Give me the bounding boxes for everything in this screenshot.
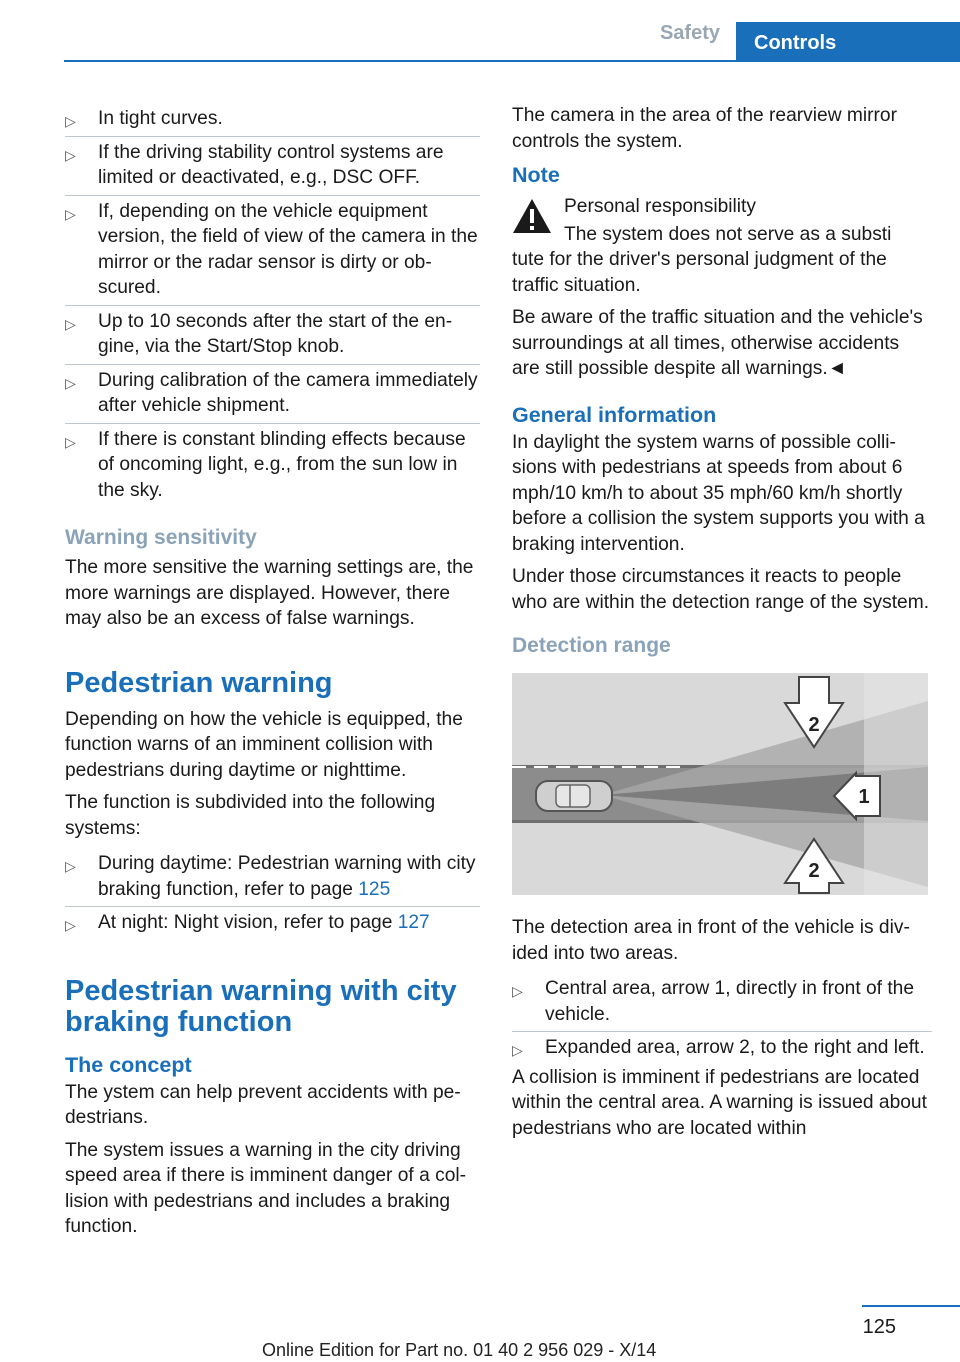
note-heading: Note: [512, 163, 560, 187]
list-item: ▷ If there is constant blinding effects because of oncoming light, e.g., from the sun low in the sky.: [65, 428, 466, 501]
edition-footer: Online Edition for Part no. 01 40 2 956 029 - X/14: [262, 1340, 657, 1360]
list-item: ▷ During calibration of the camera immediately after vehicle shipment.: [65, 365, 480, 424]
arrow-2-top-label: 2: [808, 714, 820, 736]
list-item: ▷ At night: Night vision, refer to page 127: [65, 907, 480, 940]
general-info-heading: General information: [512, 402, 717, 427]
page-header: [0, 0, 960, 62]
concept-p2: The system issues a warning in the city driving speed area if there is imminent danger of a collision with pedestrians and includes a braking function.: [65, 1139, 467, 1237]
concept-heading: The concept: [65, 1052, 192, 1077]
page-link-127[interactable]: 127: [397, 912, 430, 933]
triangle-bullet-icon: ▷: [65, 858, 76, 874]
areas-list: [512, 973, 932, 1065]
warning-sensitivity-heading: Warning sensitivity: [65, 526, 257, 549]
detection-p1: The detection area in front of the vehicle is divided into two areas.: [512, 917, 910, 964]
list-item: ▷ In tight curves.: [65, 103, 480, 137]
vehicle-icon: [536, 781, 612, 811]
warning-title: Personal responsibility: [564, 196, 756, 217]
note-p2: Be aware of the traffic situation and the vehicle's surroundings at all times, otherwise accidents are still possible despite all warnings.◄: [512, 307, 923, 379]
triangle-bullet-icon: ▷: [65, 433, 76, 450]
arrow-1-label: 1: [858, 786, 870, 808]
triangle-bullet-icon: ▷: [65, 146, 76, 163]
list-item: ▷ If, depending on the vehicle equipment version, the field of view of the camera in the mirror or the radar sensor is dirty or obscured.: [65, 196, 480, 306]
triangle-bullet-icon: ▷: [65, 113, 76, 129]
list-item: ▷ Up to 10 seconds after the start of the engine, via the Start/Stop knob.: [65, 306, 480, 365]
header-rule: [64, 60, 960, 62]
list-item: ▷ Expanded area, arrow 2, to the right and left.: [512, 1032, 932, 1065]
left-column: [65, 103, 480, 1247]
general-info-p1: In daylight the system warns of possible collisions with pedestrians at speeds from about 6 mph/10 km/h to about 35 mph/60 km/h shortly before a collision the system supports you with a braking intervention.: [512, 431, 925, 555]
section-tab-safety: Safety: [659, 22, 720, 44]
list-item: ▷ Central area, arrow 1, directly in front of the vehicle.: [512, 973, 932, 1032]
pedestrian-warning-heading: Pedestrian warning: [65, 666, 333, 699]
detection-p2: A collision is imminent if pedestrians are located within the central area. A warning is issued about pedestrians who are located within: [512, 1066, 927, 1139]
warning-triangle-icon: [512, 198, 552, 234]
footer-rule: [862, 1305, 960, 1307]
warning-lead: The system does not serve as a substi: [564, 223, 892, 245]
limitations-list: [65, 103, 480, 507]
pedestrian-warning-p2: The function is subdivided into the following systems:: [65, 792, 436, 839]
chapter-tab-controls: Controls: [736, 22, 960, 62]
detection-range-heading: Detection range: [512, 634, 671, 657]
triangle-bullet-icon: ▷: [512, 983, 523, 999]
triangle-bullet-icon: ▷: [65, 205, 76, 222]
triangle-bullet-icon: ▷: [65, 315, 76, 332]
warning-block: [512, 194, 932, 298]
arrow-2-bottom-label: 2: [808, 860, 820, 882]
triangle-bullet-icon: ▷: [65, 374, 76, 391]
camera-intro: The camera in the area of the rearview mirror controls the system.: [512, 105, 897, 152]
city-braking-heading: Pedestrian warning with city braking function: [65, 974, 457, 1038]
warning-sensitivity-text: The more sensitive the warning settings are, the more warnings are displayed. However, there may also be an excess of false warnings.: [65, 557, 474, 629]
page-link-125[interactable]: 125: [358, 878, 391, 900]
general-info-p2: Under those circumstances it reacts to people who are within the detection range of the system.: [512, 566, 930, 613]
systems-list: [65, 848, 480, 940]
list-item: ▷ During daytime: Pedestrian warning with city braking function, refer to page 125: [65, 848, 480, 907]
triangle-bullet-icon: ▷: [512, 1042, 523, 1058]
triangle-bullet-icon: ▷: [65, 917, 76, 933]
pedestrian-warning-p1: Depending on how the vehicle is equipped, the function warns of an imminent collision with pedestrians during daytime or nighttime.: [65, 708, 463, 781]
right-column: [512, 103, 932, 1148]
concept-p1: The ystem can help prevent accidents with pedestrians.: [65, 1081, 461, 1128]
warning-rest: tute for the driver's personal judgment of the traffic situation.: [512, 249, 887, 296]
list-item: ▷ If the driving stability control systems are limited or deactivated, e.g., DSC OFF.: [65, 137, 480, 196]
detection-range-diagram: [512, 673, 928, 895]
page-number: 125: [862, 1316, 896, 1338]
